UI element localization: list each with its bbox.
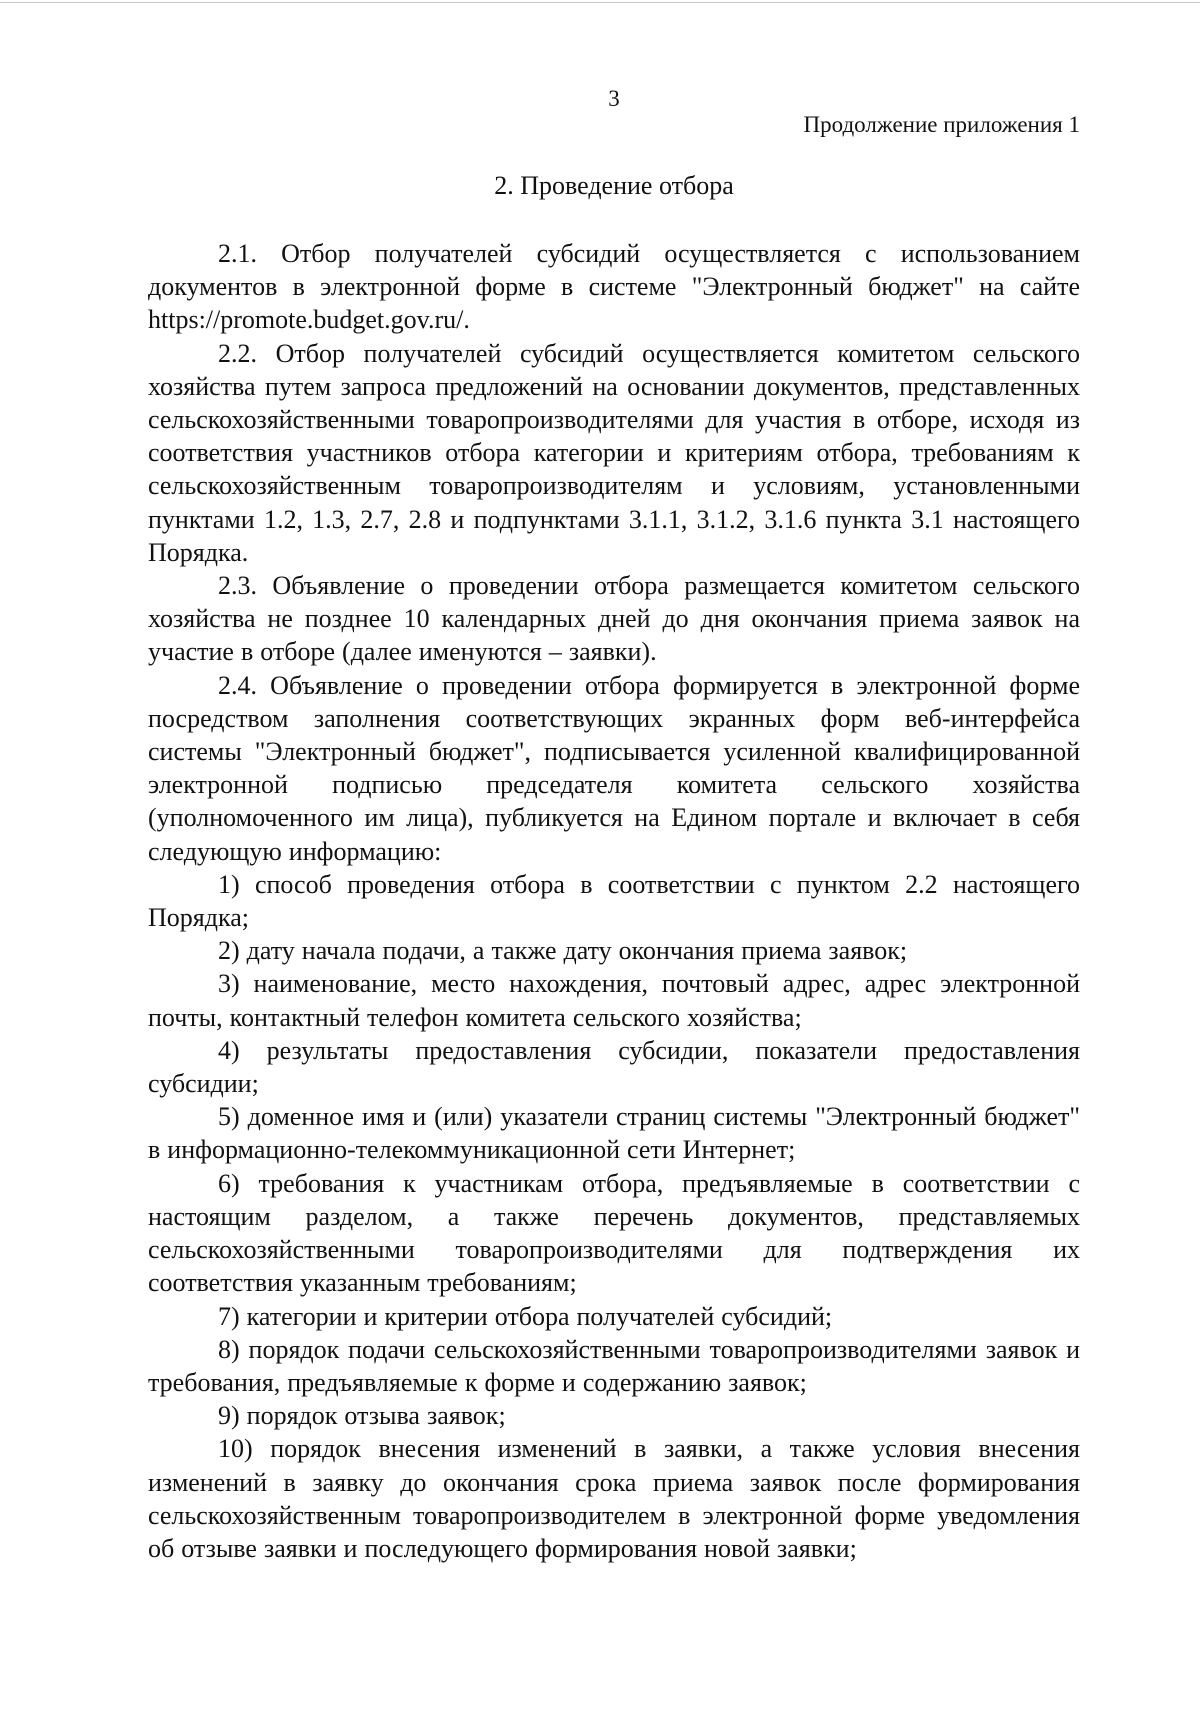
list-item-7: 7) категории и критерии отбора получателей субсидий; (218, 1301, 833, 1331)
document-body (148, 237, 1080, 1565)
paragraph-2-3: 2.3. Объявление о проведении отбора размещается комитетом сельского хозяйства не позднее 10 календарных дней до дня окончания приема заявок на участие в отборе (далее именуются – заявки). (148, 571, 1080, 667)
section-heading: 2. Проведение отбора (494, 171, 734, 200)
list-item-8: 8) порядок подачи сельскохозяйственными товаропроизводителями заявок и требования, предъявляемые к форме и содержанию заявок; (148, 1334, 1080, 1397)
paragraph-2-2: 2.2. Отбор получателей субсидий осуществляется комитетом сельского хозяйства путем запроса предложений на основании документов, представленных сельскохозяйственными товаропроизводителями для участия в отборе, исходя из соответствия участников отбора категории и критериям отбора, требованиям к сельскохозяйственным товаропроизводителям и условиям, установленными пунктами 1.2, 1.3, 2.7, 2.8 и подпунктами 3.1.1, 3.1.2, 3.1.6 пункта 3.1 настоящего Порядка. (148, 338, 1080, 567)
list-item-5: 5) доменное имя и (или) указатели страниц системы "Электронный бюджет" в информационно-телекоммуникационной сети Интернет; (148, 1102, 1080, 1165)
appendix-continuation-note: Продолжение приложения 1 (803, 112, 1080, 137)
list-item-1: 1) способ проведения отбора в соответствии с пунктом 2.2 настоящего Порядка; (148, 869, 1080, 933)
list-item-10: 10) порядок внесения изменений в заявки, а также условия внесения изменений в заявку до окончания срока приема заявок после формирования сельскохозяйственным товаропроизводителем в электронной форме уведомления об отзыве заявки и последующего формирования новой заявки; (148, 1434, 1080, 1563)
list-item-4: 4) результаты предоставления субсидии, показатели предоставления субсидии; (148, 1035, 1080, 1099)
paragraph-2-4: 2.4. Объявление о проведении отбора формируется в электронной форме посредством заполнения соответствующих экранных форм веб-интерфейса системы "Электронный бюджет", подписывается усиленной квалифицированной электронной подписью председателя комитета сельского хозяйства (уполномоченного им лица), публикуется на Едином портале и включает в себя следующую информацию: (148, 670, 1080, 866)
list-item-6: 6) требования к участникам отбора, предъявляемые в соответствии с настоящим разделом, а также перечень документов, представляемых сельскохозяйственными товаропроизводителями для подтверждения их соответствия указанным требованиям; (148, 1168, 1080, 1298)
page-number: 3 (608, 86, 620, 111)
list-item-9: 9) порядок отзыва заявок; (218, 1401, 506, 1431)
list-item-2: 2) дату начала подачи, а также дату окончания приема заявок; (218, 936, 908, 966)
list-item-3: 3) наименование, место нахождения, почтовый адрес, адрес электронной почты, контактный телефон комитета сельского хозяйства; (148, 969, 1080, 1032)
paragraph-2-1: 2.1. Отбор получателей субсидий осуществляется с использованием документов в электронной форме в системе "Электронный бюджет" на сайте https://promote.budget.gov.ru/. (148, 239, 1080, 335)
scan-edge-line (0, 2, 1200, 3)
